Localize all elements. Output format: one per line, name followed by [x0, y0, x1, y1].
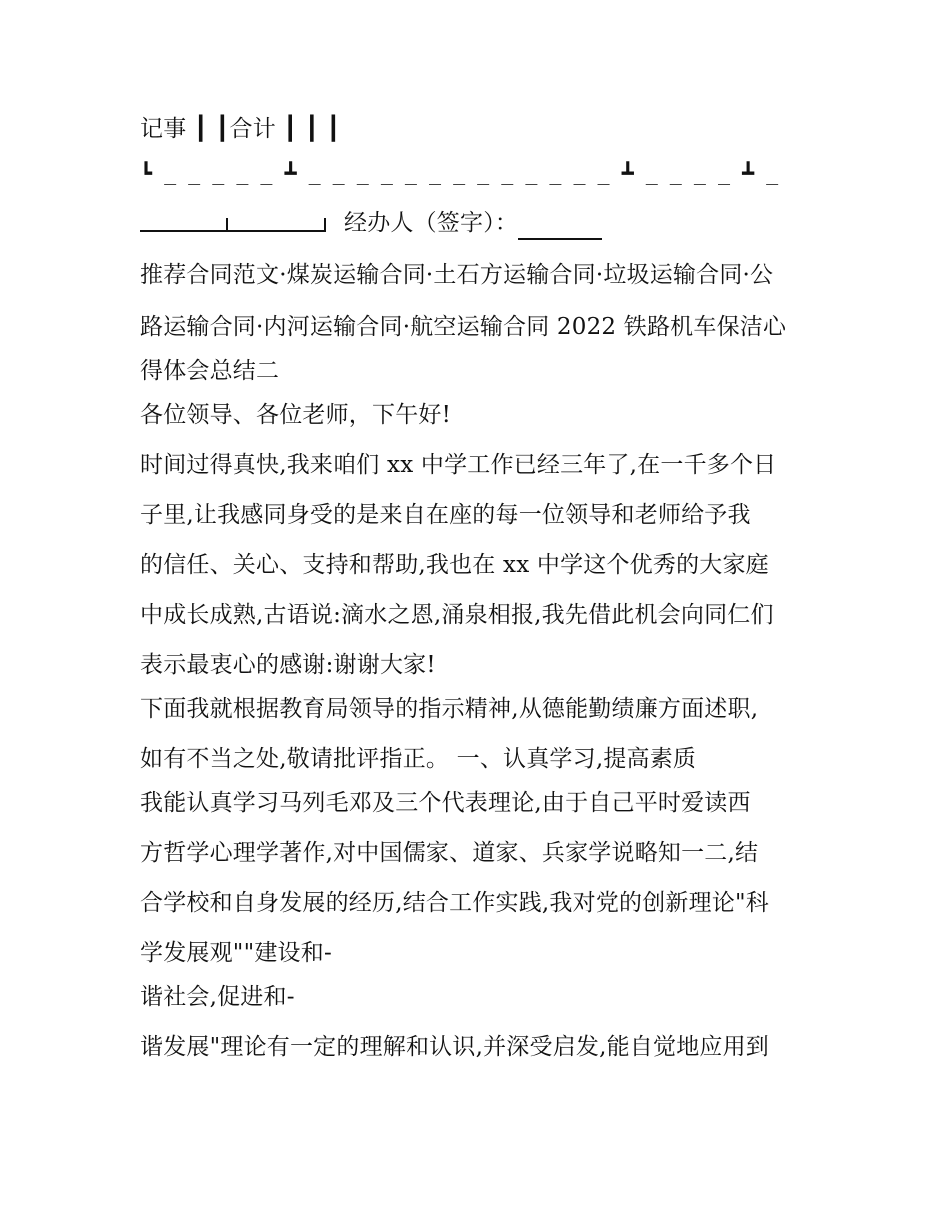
paragraph-line: 我能认真学习马列毛邓及三个代表理论,由于自己平时爱读西	[140, 790, 751, 816]
paragraph-line: 得体会总结二	[140, 358, 280, 384]
paragraph-line: 表示最衷心的感谢:谢谢大家!	[140, 652, 436, 678]
signature-blank	[518, 216, 602, 240]
table-border-fragment	[140, 206, 326, 240]
paragraph-line: 谐发展"理论有一定的理解和认识,并深受启发,能自觉地应用到	[140, 1034, 770, 1060]
paragraph-line: 方哲学心理学著作,对中国儒家、道家、兵家学说略知一二,结	[140, 840, 759, 866]
paragraph-line: 如有不当之处,敬请批评指正。 一、认真学习,提高素质	[140, 746, 697, 772]
paragraph-line: 谐社会,促进和-	[140, 984, 295, 1010]
paragraph-line: 中成长成熟,古语说:滴水之恩,涌泉相报,我先借此机会向同仁们	[140, 602, 774, 628]
paragraph-line: 学发展观""建设和-	[140, 940, 332, 966]
document-page	[140, 112, 820, 1064]
paragraph-line: 下面我就根据教育局领导的指示精神,从德能勤绩廉方面述职,	[140, 696, 759, 722]
paragraph-line: 子里,让我感同身受的是来自在座的每一位领导和老师给予我	[140, 502, 751, 528]
paragraph-line: 的信任、关心、支持和帮助,我也在 xx 中学这个优秀的大家庭	[140, 552, 769, 578]
table-row-total: 记事 ┃ ┃合计 ┃ ┃ ┃	[140, 116, 341, 142]
signature-label: 经办人（签字）：	[344, 210, 519, 236]
greeting-line: 各位领导、各位老师，下午好!	[140, 402, 452, 428]
signature-row	[140, 206, 820, 240]
paragraph-line: 时间过得真快,我来咱们 xx 中学工作已经三年了,在一千多个日	[140, 452, 777, 478]
table-bottom-border: ┗ _ _ _ _ _ ┻ _ _ _ _ _ _ _ _ _ _ _ _ _ ┻ _ _ _ _ ┻ _	[140, 161, 779, 185]
paragraph-line: 推荐合同范文·煤炭运输合同·土石方运输合同·垃圾运输合同·公	[140, 262, 774, 288]
paragraph-line: 路运输合同·内河运输合同·航空运输合同 2022 铁路机车保洁心	[140, 314, 787, 340]
paragraph-line: 合学校和自身发展的经历,结合工作实践,我对党的创新理论"科	[140, 890, 770, 916]
